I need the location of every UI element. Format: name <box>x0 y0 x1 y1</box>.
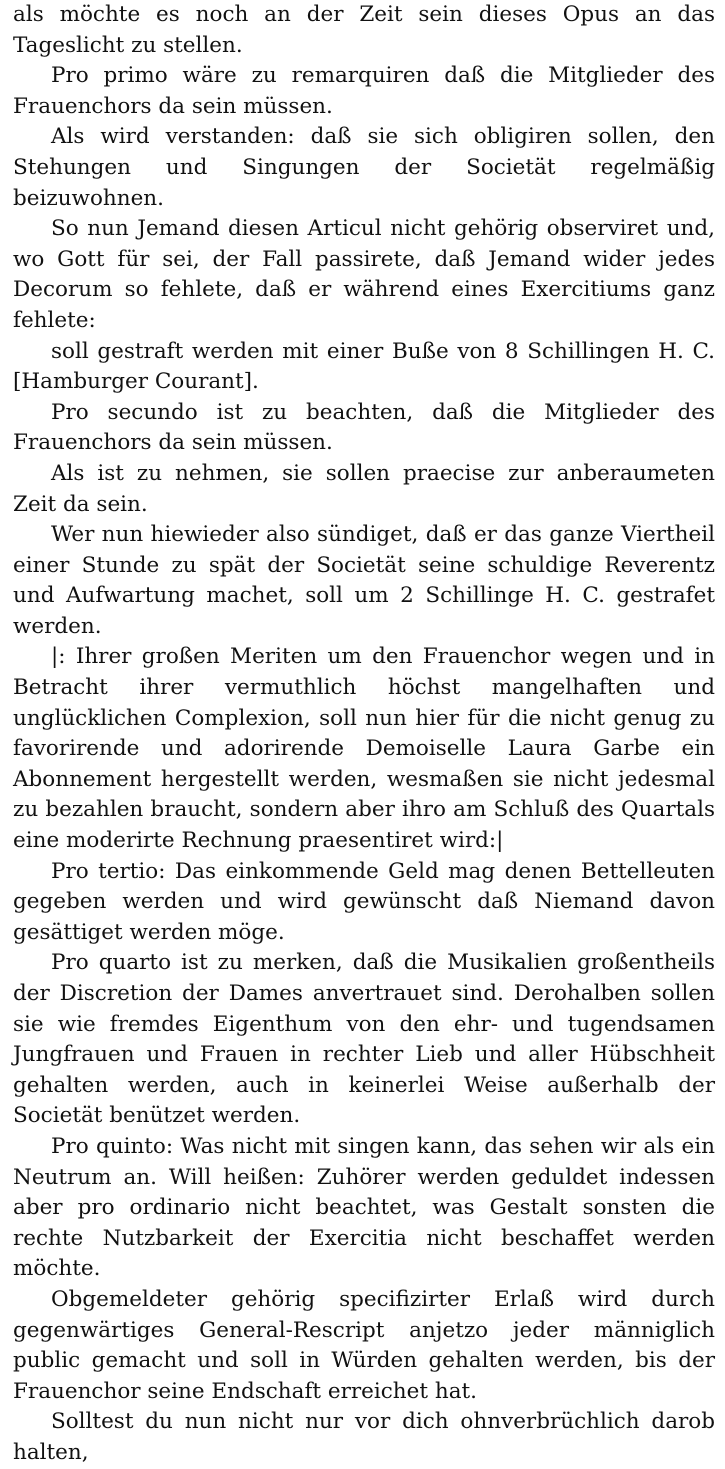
paragraph-6: Pro secundo ist zu beachten, daß die Mitglieder des Frauenchors da sein müssen. <box>13 399 715 456</box>
paragraph-12: Pro quinto: Was nicht mit singen kann, das sehen wir als ein Neutrum an. Will heißen: Zuhörer werden geduldet indessen aber pro ordinario nicht beachtet, was Gestalt sonsten die rechte Nutzbarkeit der Exercitia nicht beschaffet werden möchte. <box>13 1133 715 1282</box>
paragraph-3: Als wird verstanden: daß sie sich obligiren sollen, den Stehungen und Singungen der Societät regelmäßig beizuwohnen. <box>13 124 715 211</box>
paragraph-10: Pro tertio: Das einkommende Geld mag denen Bettelleuten gegeben werden und wird gewünscht daß Niemand davon gesättiget werden möge. <box>13 858 715 945</box>
paragraph-8: Wer nun hiewieder also sündiget, daß er das ganze Viertheil einer Stunde zu spät der Societät seine schuldige Reverentz und Aufwartung machet, soll um 2 Schillinge H. C. gestrafet werden. <box>13 522 715 639</box>
paragraph-11: Pro quarto ist zu merken, daß die Musikalien großentheils der Discretion der Dames anvertrauet sind. Derohalben sollen sie wie fremdes Eigenthum von den ehr- und tugendsamen Jungfrauen und Frauen in rechter Lieb und aller Hübschheit gehalten werden, auch in keinerlei Weise außerhalb der Societät benützet werden. <box>13 950 715 1129</box>
paragraph-14: Solltest du nun nicht nur vor dich ohnverbrüchlich darob halten, <box>13 1409 715 1465</box>
paragraph-13: Obgemeldeter gehörig specifizirter Erlaß wird durch gegenwärtiges General-Rescript anjetzo jeder männiglich public gemacht und soll in Würden gehalten werden, bis der Frauenchor seine Endschaft erreichet hat. <box>13 1286 715 1404</box>
paragraph-4: So nun Jemand diesen Articul nicht gehörig observiret und, wo Gott für sei, der Fall passirete, daß Jemand wider jedes Decorum so fehlete, daß er während eines Exercitiums ganz fehlete: <box>13 216 715 333</box>
paragraph-2: Pro primo wäre zu remarquiren daß die Mitglieder des Frauenchors da sein müssen. <box>13 63 715 119</box>
paragraph-1: als möchte es noch an der Zeit sein dieses Opus an das Tageslicht zu stellen. <box>13 2 715 58</box>
paragraph-5: soll gestraft werden mit einer Buße von 8 Schillingen H. C. [Hamburger Courant]. <box>13 338 715 395</box>
paragraph-7: Als ist zu nehmen, sie sollen praecise zur anberaumeten Zeit da sein. <box>13 460 715 517</box>
paragraph-9: |: Ihrer großen Meriten um den Frauenchor wegen und in Betracht ihrer vermuthlich höchst mangelhaften und unglücklichen Complexion, soll nun hier für die nicht genug zu favorirende und adorirende Demoiselle Laura Garbe ein Abonnement hergestellt werden, wesmaßen sie nicht jedesmal zu bezahlen braucht, sondern aber ihro am Schluß des Quartals eine moderirte Rechnung praesentiret wird:| <box>13 644 715 854</box>
